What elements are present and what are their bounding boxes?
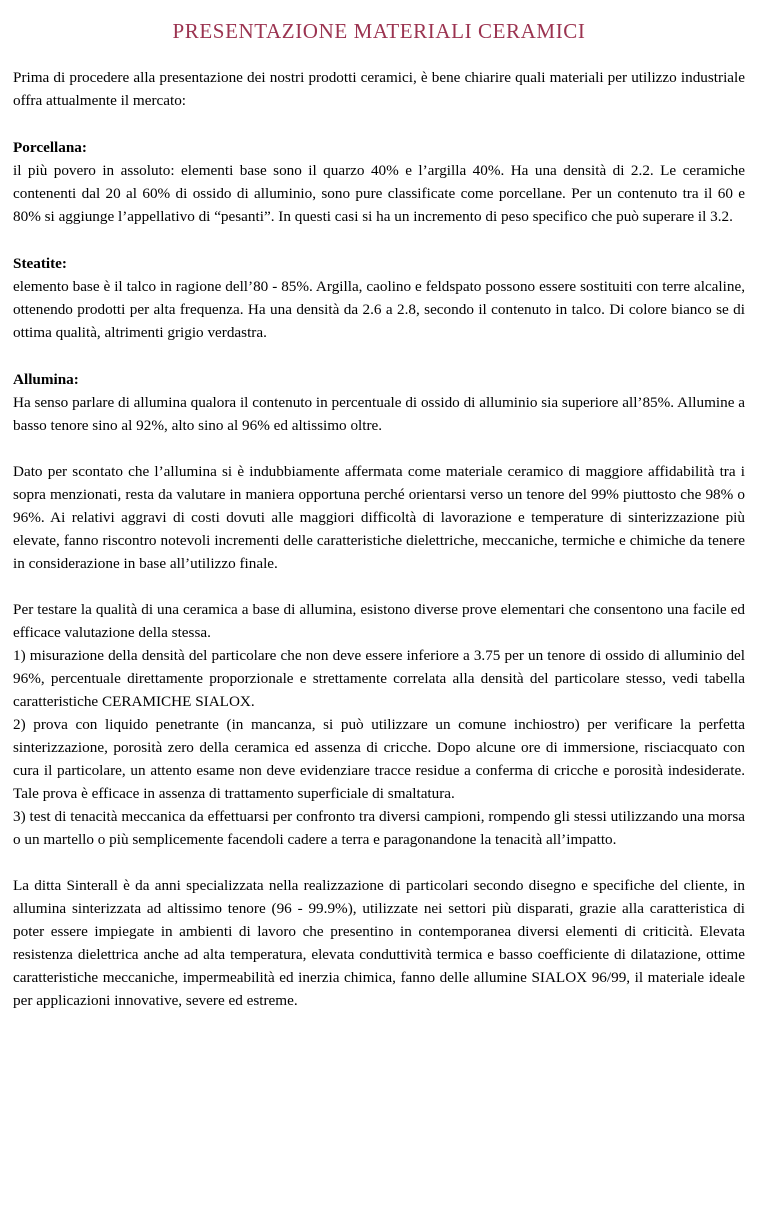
reliability-paragraph: Dato per scontato che l’allumina si è indubbiamente affermata come materiale ceramico di maggiore affidabilità tra i sopra menzionati, resta da valutare in maniera opportuna perché orientarsi verso un tenore del 99% piuttosto che 98% o 96%. Ai relativi aggravi di costi dovuti alle maggiori difficoltà di lavorazione e temperature di sinterizzazione più elevate, fanno riscontro notevoli incrementi delle caratteristiche dielettriche, meccaniche, termiche e chimiche da tenere in considerazione in base all’utilizzo finale. [13,463,745,572]
title-spacer [13,44,745,66]
section-gap [13,575,745,598]
section-gap [13,437,745,460]
section-gap [13,344,745,368]
test-item-2: 2) prova con liquido penetrante (in mancanza, si può utilizzare un comune inchiostro) per verificare la perfetta sinterizzazione, porosità zero della ceramica ed assenza di cricche. Dopo alcune ore di immersione, risciacquato con cura il particolare, un attento esame non deve evidenziare tracce residue a conferma di cricche e porosità indesiderate. Tale prova è efficace in assenza di trattamento superficiale di smaltatura. [13,716,745,802]
page-title: PRESENTAZIONE MATERIALI CERAMICI [172,19,586,43]
section-steatite [13,252,745,344]
section-body-allumina: Ha senso parlare di allumina qualora il contenuto in percentuale di ossido di alluminio sia superiore all’85%. Allumine a basso tenore sino al 92%, alto sino al 96% ed altissimo oltre. [13,394,745,434]
section-heading-allumina: Allumina: [13,371,79,388]
section-gap [13,112,745,136]
tests-intro-paragraph: Per testare la qualità di una ceramica a base di allumina, esistono diverse prove elementari che consentono una facile ed efficace valutazione della stessa. [13,601,745,641]
section-allumina [13,368,745,437]
test-item-3: 3) test di tenacità meccanica da effettuarsi per confronto tra diversi campioni, rompendo gli stessi utilizzando una morsa o un martello o più semplicemente facendoli cadere a terra e paragonandone la tenacità all’impatto. [13,808,745,848]
document-page [0,18,758,1218]
section-gap [13,228,745,252]
section-heading-porcellana: Porcellana: [13,139,87,156]
section-body-steatite: elemento base è il talco in ragione dell’80 - 85%. Argilla, caolino e feldspato possono essere sostituiti con terre alcaline, ottenendo prodotti per alta frequenza. Ha una densità da 2.6 a 2.8, secondo il contenuto in talco. Di colore bianco se di ottima qualità, altrimenti grigio verdastra. [13,278,745,341]
section-body-porcellana: il più povero in assoluto: elementi base sono il quarzo 40% e l’argilla 40%. Ha una densità di 2.2. Le ceramiche contenenti dal 20 al 60% di ossido di alluminio, sono pure classificate come porcellane. Per un contenuto tra il 60 e 80% si aggiunge l’appellativo di “pesanti”. In questi casi si ha un incremento di peso specifico che può superare il 3.2. [13,162,745,225]
section-gap [13,851,745,874]
test-item-1: 1) misurazione della densità del particolare che non deve essere inferiore a 3.75 per un tenore di ossido di alluminio del 96%, percentuale direttamente proporzionale e strettamente correlata alla densità del particolare stesso, vedi tabella caratteristiche CERAMICHE SIALOX. [13,647,745,710]
section-porcellana [13,136,745,228]
section-heading-steatite: Steatite: [13,255,67,272]
company-paragraph: La ditta Sinterall è da anni specializzata nella realizzazione di particolari secondo disegno e specifiche del cliente, in allumina sinterizzata ad altissimo tenore (96 - 99.9%), utilizzate nei settori più disparati, grazie alla caratteristica di poter essere impiegate in ambienti di lavoro che presentino in contemporanea diversi elementi di criticità. Elevata resistenza dielettrica anche ad alta temperatura, elevata conduttività termica e basso coefficiente di dilatazione, ottime caratteristiche meccaniche, impermeabilità ed inerzia chimica, fanno delle allumine SIALOX 96/99, il materiale ideale per applicazioni innovative, severe ed estreme. [13,877,745,1009]
intro-paragraph: Prima di procedere alla presentazione dei nostri prodotti ceramici, è bene chiarire quali materiali per utilizzo industriale offra attualmente il mercato: [13,69,745,109]
